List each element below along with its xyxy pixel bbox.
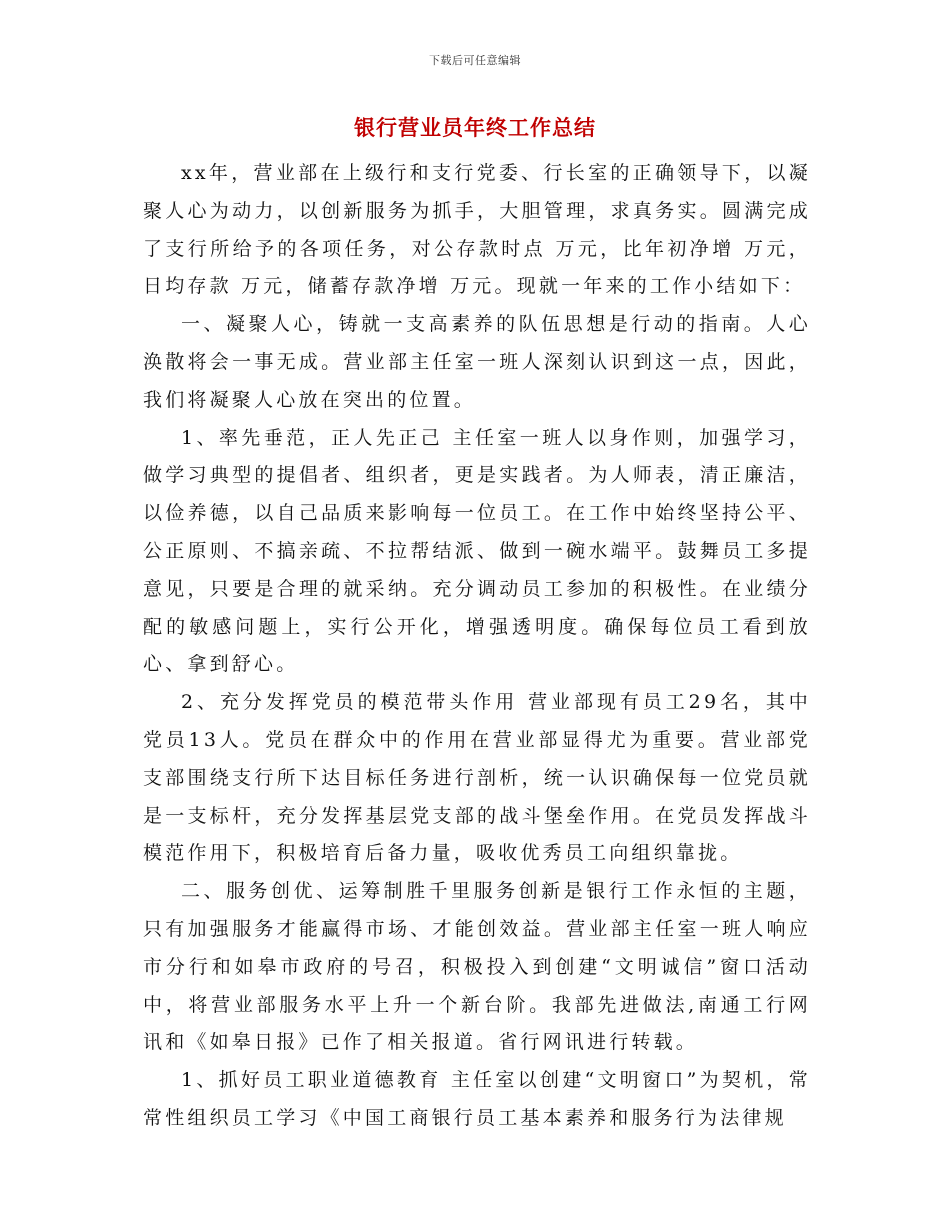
- page-header-note: 下载后可任意编辑: [429, 54, 521, 67]
- paragraph-section-1-item-1: 1、率先垂范，正人先正己 主任室一班人以身作则，加强学习，做学习典型的提倡者、组织者，更是实践者。为人师表，清正廉洁，以俭养德，以自己品质来影响每一位员工。在工作中始终坚持公平、公正原则、不搞亲疏、不拉帮结派、做到一碗水端平。鼓舞员工多提意见，只要是合理的就采纳。充分调动员工参加的积极性。在业绩分配的敏感问题上，实行公开化，增强透明度。确保每位员工看到放心、拿到舒心。: [143, 426, 811, 676]
- paragraph-section-2: 二、服务创优、运筹制胜千里服务创新是银行工作永恒的主题，只有加强服务才能赢得市场、才能创效益。营业部主任室一班人响应市分行和如皋市政府的号召，积极投入到创建“文明诚信”窗口活动中，将营业部服务水平上升一个新台阶。我部先进做法,南通工行网讯和《如皋日报》已作了相关报道。省行网讯进行转载。: [143, 880, 811, 1054]
- paragraph-intro: xx年，营业部在上级行和支行党委、行长室的正确领导下，以凝聚人心为动力，以创新服务为抓手，大胆管理，求真务实。圆满完成了支行所给予的各项任务，对公存款时点 万元，比年初净增 万元，日均存款 万元，储蓄存款净增 万元。现就一年来的工作小结如下：: [143, 162, 811, 298]
- paragraph-section-1-item-2: 2、充分发挥党员的模范带头作用 营业部现有员工29名，其中党员13人。党员在群众中的作用在营业部显得尤为重要。营业部党支部围绕支行所下达目标任务进行剖析，统一认识确保每一位党员就是一支标杆，充分发挥基层党支部的战斗堡垒作用。在党员发挥战斗模范作用下，积极培育后备力量，吸收优秀员工向组织靠拢。: [143, 691, 811, 865]
- document-title: 银行营业员年终工作总结: [354, 115, 596, 140]
- document-body: [143, 155, 811, 1138]
- paragraph-section-1: 一、凝聚人心，铸就一支高素养的队伍思想是行动的指南。人心涣散将会一事无成。营业部主任室一班人深刻认识到这一点，因此，我们将凝聚人心放在突出的位置。: [143, 313, 811, 411]
- paragraph-section-2-item-1: 1、抓好员工职业道德教育 主任室以创建“文明窗口”为契机，常常性组织员工学习《中国工商银行员工基本素养和服务行为法律规: [143, 1069, 811, 1129]
